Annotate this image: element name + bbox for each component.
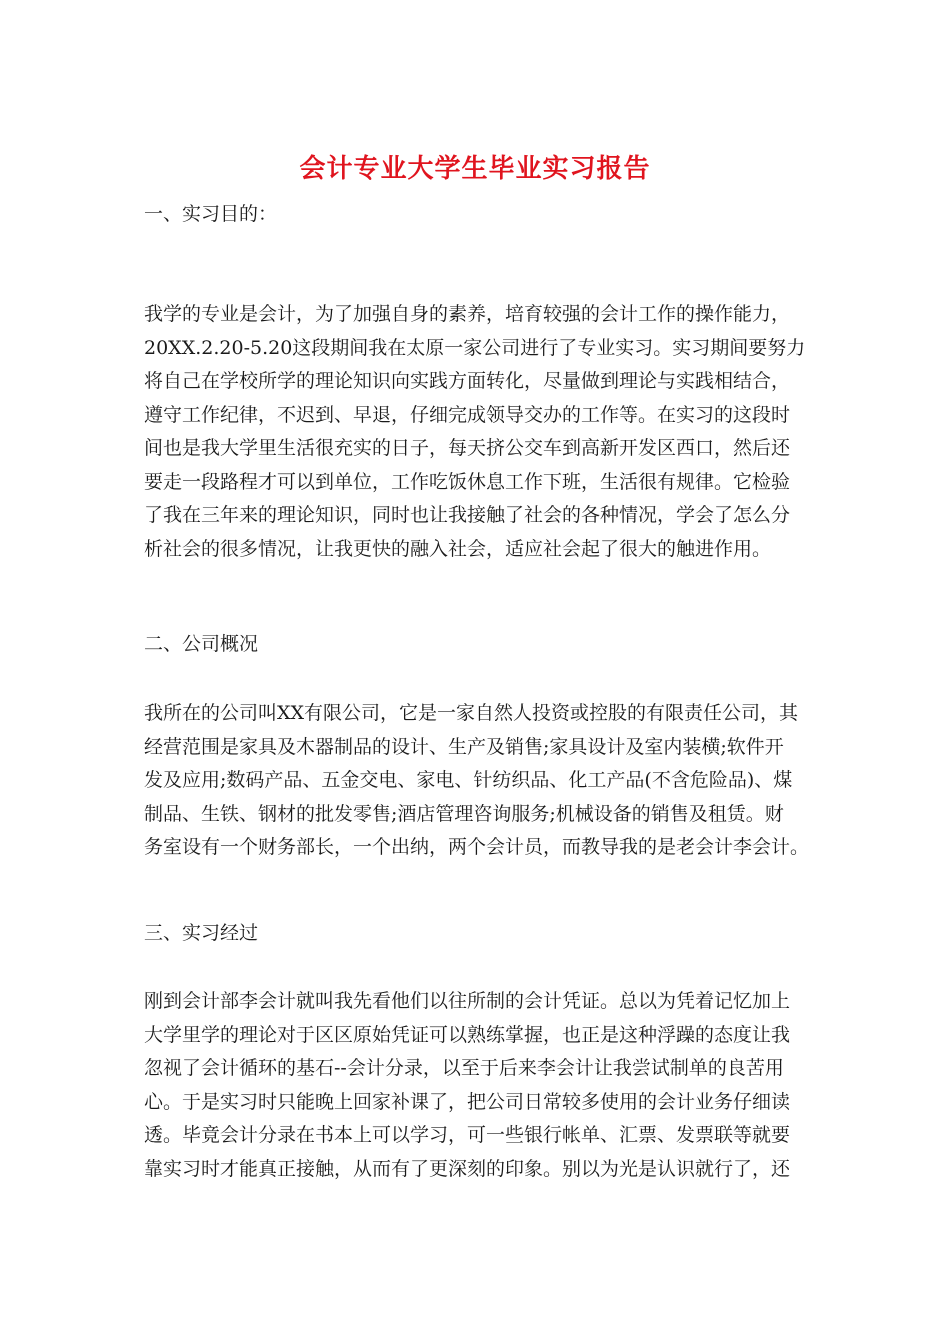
paragraph-line: 我所在的公司叫XX有限公司，它是一家自然人投资或控股的有限责任公司，其: [144, 702, 799, 724]
section-heading-company: 二、公司概况: [144, 633, 259, 655]
paragraph-line: 透。毕竟会计分录在书本上可以学习，可一些银行帐单、汇票、发票联等就要: [144, 1124, 791, 1146]
paragraph-line: 制品、生铁、钢材的批发零售;酒店管理咨询服务;机械设备的销售及租赁。财: [144, 802, 784, 825]
document-title: 会计专业大学生毕业实习报告: [299, 154, 651, 184]
paragraph-line: 析社会的很多情况，让我更快的融入社会，适应社会起了很大的触进作用。: [144, 537, 772, 560]
paragraph-line: 了我在三年来的理论知识，同时也让我接触了社会的各种情况，学会了怎么分: [144, 504, 791, 526]
paragraph-line: 刚到会计部李会计就叫我先看他们以往所制的会计凭证。总以为凭着记忆加上: [144, 990, 791, 1012]
paragraph-line: 靠实习时才能真正接触，从而有了更深刻的印象。别以为光是认识就行了，还: [144, 1157, 791, 1180]
paragraph-line: 20XX.2.20-5.20这段期间我在太原一家公司进行了专业实习。实习期间要努力: [144, 336, 806, 359]
paragraph-line: 间也是我大学里生活很充实的日子，每天挤公交车到高新开发区西口，然后还: [144, 437, 791, 459]
paragraph-line: 我学的专业是会计，为了加强自身的素养，培育较强的会计工作的操作能力，: [144, 303, 791, 325]
section-heading-purpose: 一、实习目的：: [144, 203, 278, 225]
paragraph-line: 将自己在学校所学的理论知识向实践方面转化，尽量做到理论与实践相结合，: [144, 370, 791, 392]
paragraph-line: 经营范围是家具及木器制品的设计、生产及销售;家具设计及室内装横;软件开: [144, 735, 784, 758]
section-paragraph-process: [144, 985, 810, 1186]
paragraph-line: 大学里学的理论对于区区原始凭证可以熟练掌握，也正是这种浮躁的态度让我: [144, 1023, 791, 1046]
paragraph-line: 要走一段路程才可以到单位，工作吃饭休息工作下班，生活很有规律。它检验: [144, 470, 791, 493]
paragraph-line: 心。于是实习时只能晚上回家补课了，把公司日常较多使用的会计业务仔细读: [144, 1090, 791, 1113]
paragraph-line: 忽视了会计循环的基石--会计分录，以至于后来李会计让我尝试制单的良苦用: [144, 1057, 784, 1079]
paragraph-line: 务室设有一个财务部长，一个出纳，两个会计员，而教导我的是老会计李会计。: [144, 836, 810, 858]
section-paragraph-company: [144, 697, 810, 865]
paragraph-line: 发及应用;数码产品、五金交电、家电、针纺织品、化工产品(不含危险品)、煤: [144, 769, 793, 791]
section-heading-process: 三、实习经过: [144, 922, 259, 944]
paragraph-line: 遵守工作纪律，不迟到、早退，仔细完成领导交办的工作等。在实习的这段时: [144, 403, 791, 426]
section-paragraph-purpose: [144, 298, 810, 566]
